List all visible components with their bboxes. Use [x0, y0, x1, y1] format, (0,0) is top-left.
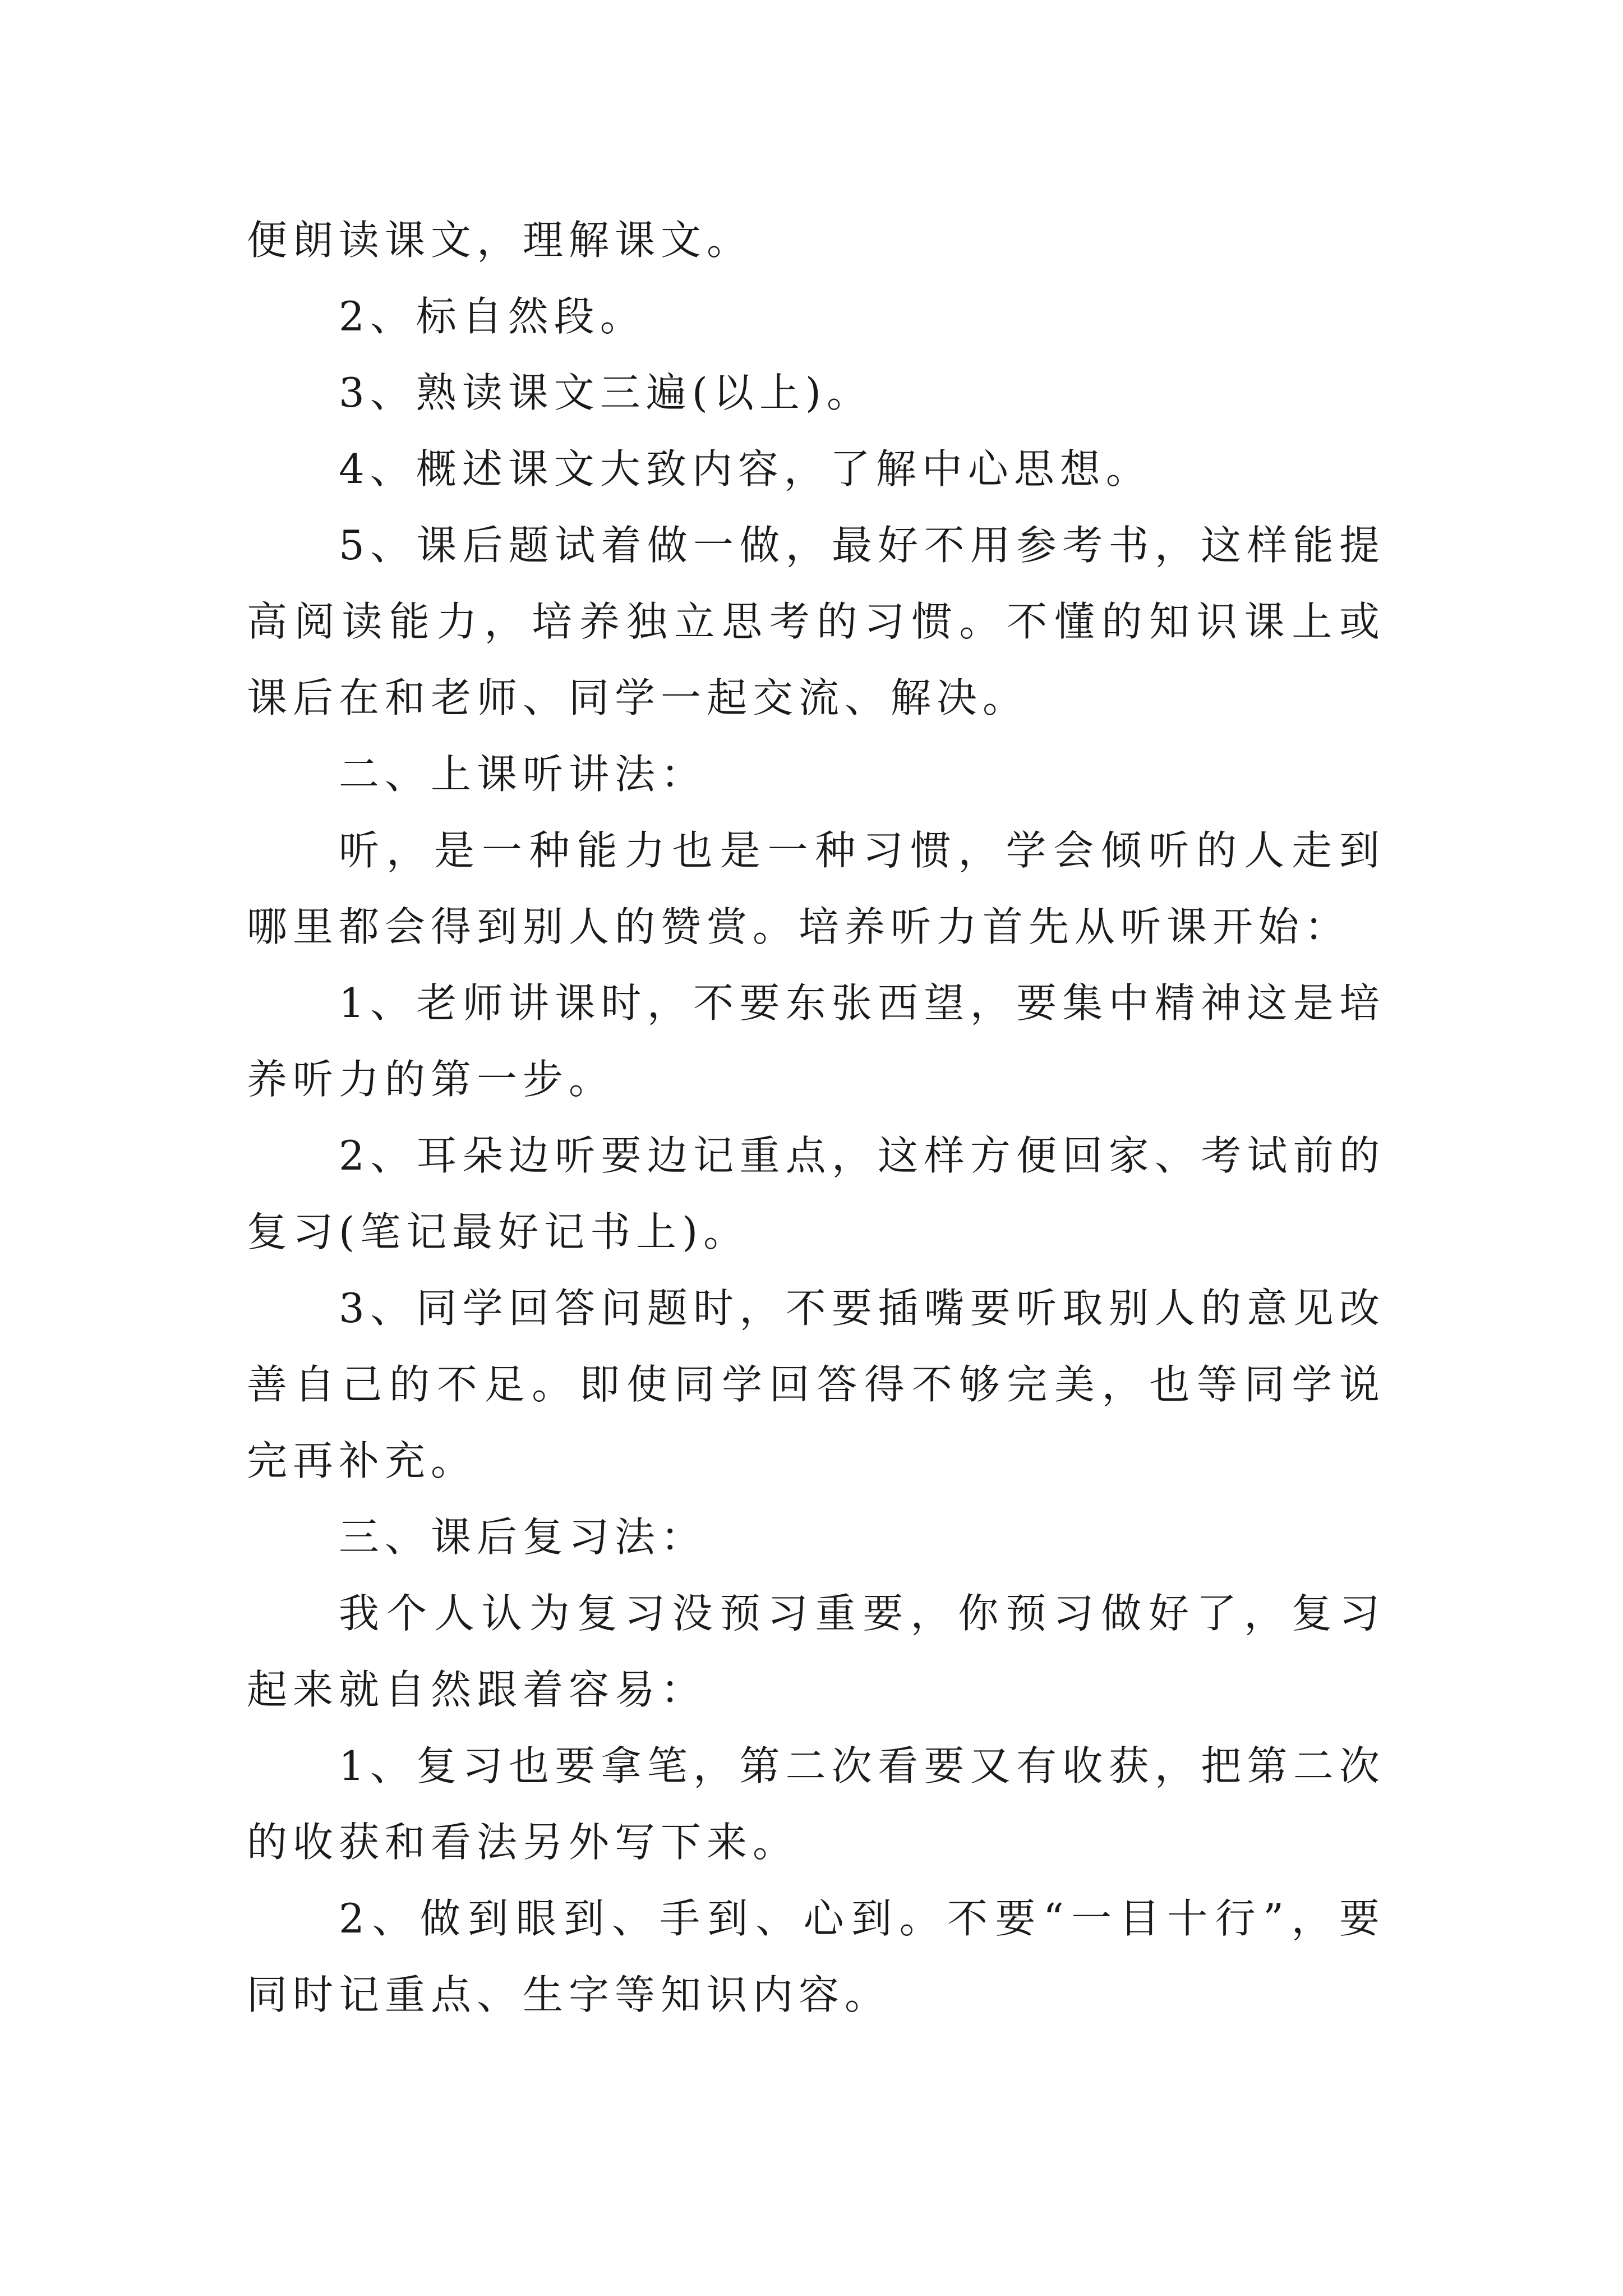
- paragraph-continuation: 便朗读课文，理解课文。: [247, 217, 753, 264]
- paragraph-review-intro: 我个人认为复习没预习重要，你预习做好了，复习起来就自然跟着容易：: [247, 1590, 1385, 1713]
- section-heading-listening: 二、上课听讲法：: [339, 751, 707, 798]
- paragraph-item-3: 3、熟读课文三遍(以上)。: [339, 369, 873, 416]
- paragraph-listening-intro: 听，是一种能力也是一种习惯，学会倾听的人走到哪里都会得到别人的赞赏。培养听力首先从听课开始：: [247, 827, 1385, 950]
- paragraph-item-4: 4、概述课文大致内容，了解中心思想。: [339, 445, 1152, 493]
- document-body: [247, 202, 1385, 2033]
- paragraph-listening-3: 3、同学回答问题时，不要插嘴要听取别人的意见改善自己的不足。即使同学回答得不够完美，也等同学说完再补充。: [247, 1285, 1385, 1484]
- paragraph-review-2: 2、做到眼到、手到、心到。不要“一目十行”，要同时记重点、生字等知识内容。: [247, 1895, 1385, 2018]
- section-heading-review: 三、课后复习法：: [339, 1513, 707, 1561]
- paragraph-listening-1: 1、老师讲课时，不要东张西望，要集中精神这是培养听力的第一步。: [247, 979, 1385, 1103]
- paragraph-item-5: 5、课后题试着做一做，最好不用参考书，这样能提高阅读能力，培养独立思考的习惯。不懂的知识课上或课后在和老师、同学一起交流、解决。: [247, 522, 1385, 721]
- paragraph-review-1: 1、复习也要拿笔，第二次看要又有收获，把第二次的收获和看法另外写下来。: [247, 1742, 1385, 1866]
- paragraph-listening-2: 2、耳朵边听要边记重点，这样方便回家、考试前的复习(笔记最好记书上)。: [247, 1132, 1385, 1255]
- paragraph-item-2: 2、标自然段。: [339, 293, 646, 340]
